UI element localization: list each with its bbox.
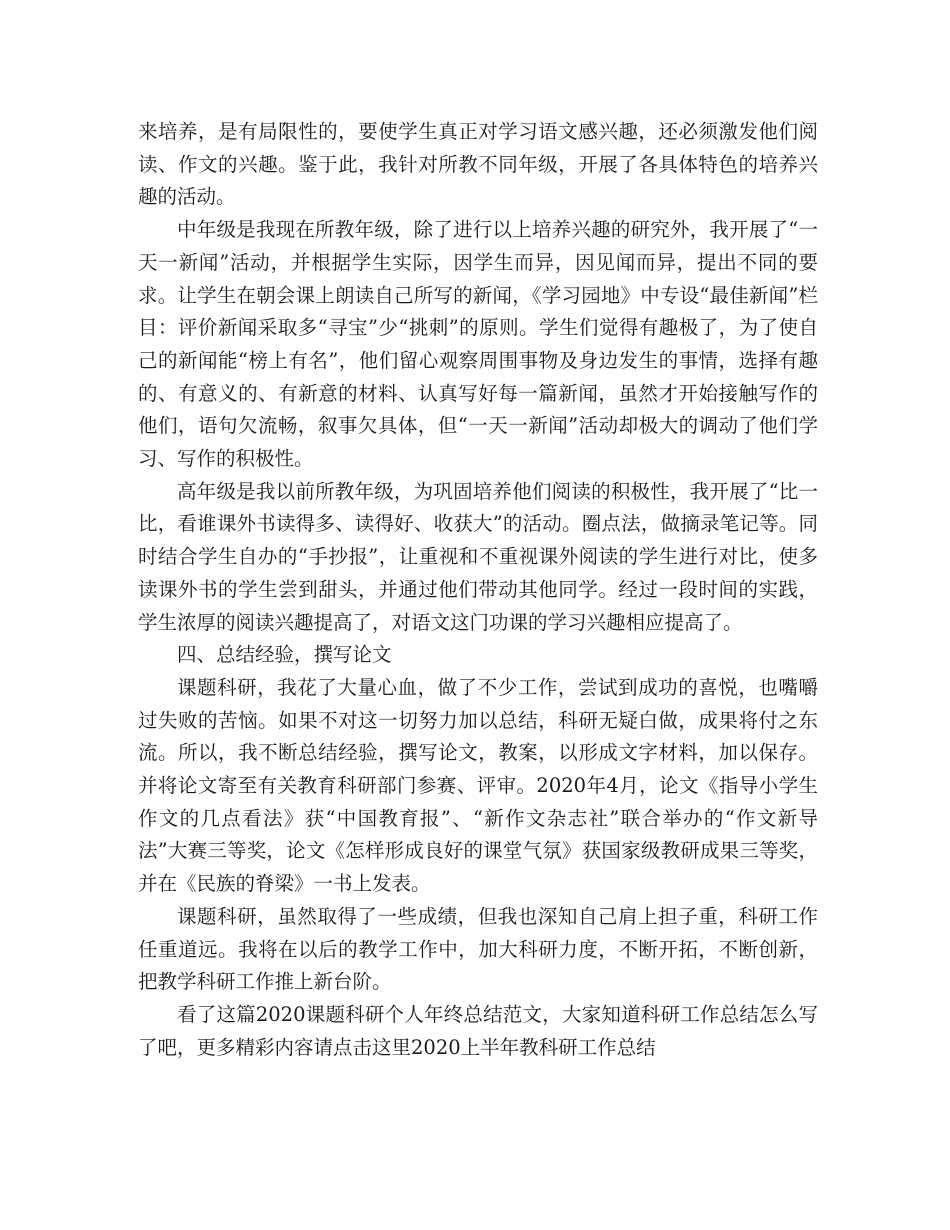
paragraph-closing-note: 看了这篇2020课题科研个人年终总结范文，大家知道科研工作总结怎么写了吧，更多精彩内容请点击这里2020上半年教科研工作总结 xyxy=(138,1002,818,1059)
section-heading: 四、总结经验，撰写论文 xyxy=(177,643,392,667)
paragraph-achievements: 课题科研，虽然取得了一些成绩，但我也深知自己肩上担子重，科研工作任重道远。我将在以后的教学工作中，加大科研力度，不断开拓，不断创新，把教学科研工作推上新台阶。 xyxy=(138,904,818,994)
paragraph-middle-grade: 中年级是我现在所教年级，除了进行以上培养兴趣的研究外，我开展了“一天一新闻”活动，并根据学生实际，因学生而异，因见闻而异，提出不同的要求。让学生在朝会课上朗读自己所写的新闻，《学习园地》中专设“最佳新闻”栏目：评价新闻采取多“寻宝”少“挑刺”的原则。学生们觉得有趣极了，为了使自己的新闻能“榜上有名”，他们留心观察周围事物及身边发生的事情，选择有趣的、有意义的、有新意的材料、认真写好每一篇新闻，虽然才开始接触写作的他们，语句欠流畅，叙事欠具体，但“一天一新闻”活动却极大的调动了他们学习、写作的积极性。 xyxy=(138,218,818,471)
paragraph-summary-experience: 课题科研，我花了大量心血，做了不少工作，尝试到成功的喜悦，也嘴嚼过失败的苦恼。如果不对这一切努力加以总结，科研无疑白做，成果将付之东流。所以，我不断总结经验，撰写论文，教案，以形成文字材料，加以保存。并将论文寄至有关教育科研部门参赛、评审。2020年4月，论文《指导小学生作文的几点看法》获“中国教育报”、“新作文杂志社”联合举办的“作文新导法”大赛三等奖，论文《怎样形成良好的课堂气氛》获国家级教研成果三等奖，并在《民族的脊梁》一书上发表。 xyxy=(138,675,818,896)
paragraph-upper-grade: 高年级是我以前所教年级，为巩固培养他们阅读的积极性，我开展了“比一比，看谁课外书读得多、读得好、收获大”的活动。圈点法，做摘录笔记等。同时结合学生自办的“手抄报”，让重视和不重视课外阅读的学生进行对比，使多读课外书的学生尝到甜头，并通过他们带动其他同学。经过一段时间的实践，学生浓厚的阅读兴趣提高了，对语文这门功课的学习兴趣相应提高了。 xyxy=(138,479,818,634)
document-body xyxy=(138,116,818,1064)
paragraph-continuation: 来培养，是有局限性的，要使学生真正对学习语文感兴趣，还必须激发他们阅读、作文的兴趣。鉴于此，我针对所教不同年级，开展了各具体特色的培养兴趣的活动。 xyxy=(138,120,818,209)
